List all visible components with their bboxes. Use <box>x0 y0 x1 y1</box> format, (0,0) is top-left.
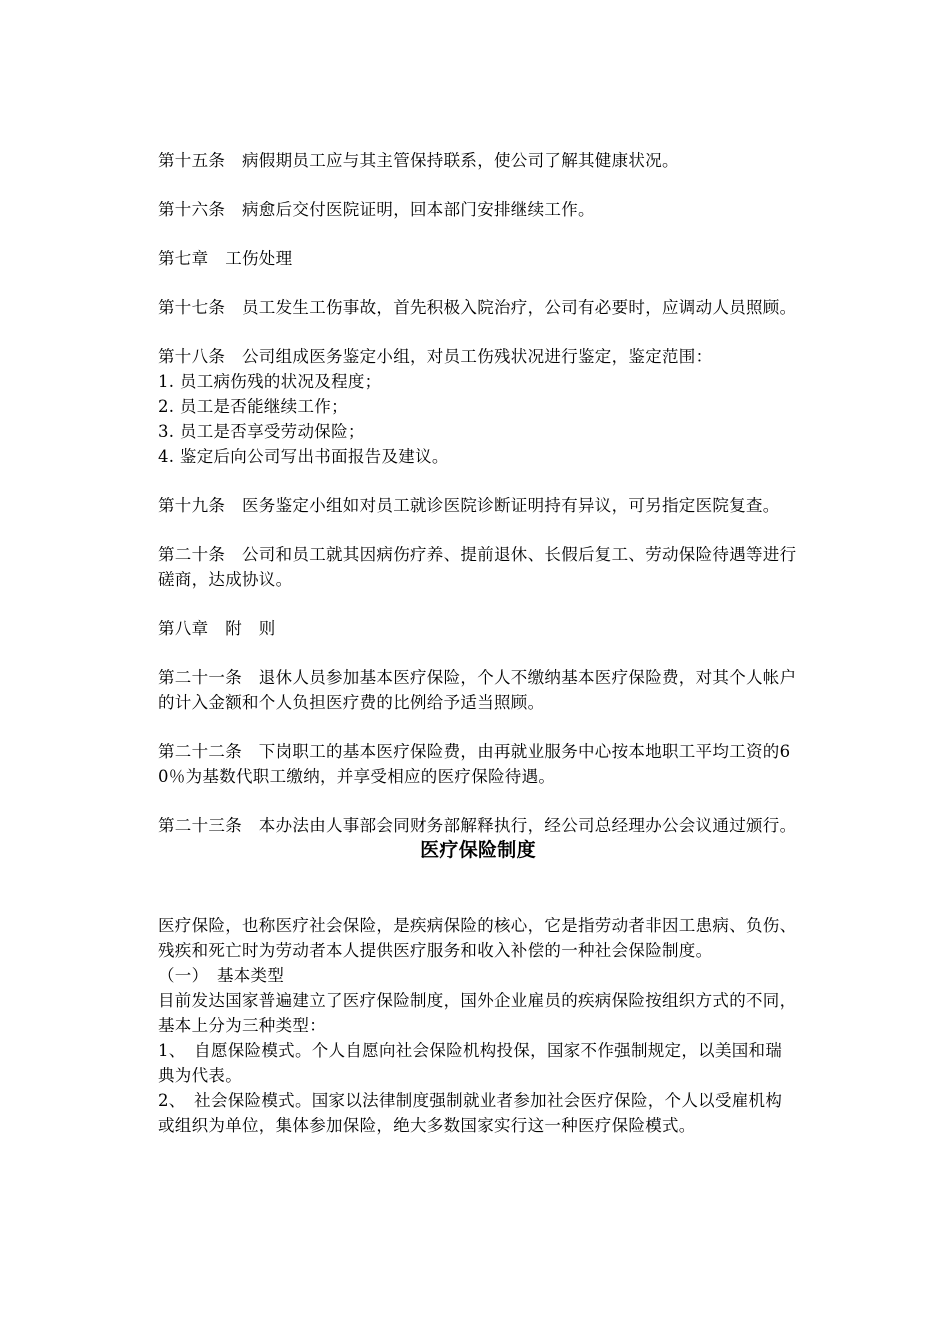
article-15: 第十五条 病假期员工应与其主管保持联系，使公司了解其健康状况。 <box>158 151 679 170</box>
article-23: 第二十三条 本办法由人事部会同财务部解释执行，经公司总经理办公会议通过颁行。 <box>158 816 797 835</box>
article-18-item: 3. 员工是否享受劳动保险； <box>158 422 365 441</box>
paragraph-gap <box>158 222 798 246</box>
chapter-8-heading: 第八章 附 则 <box>158 619 276 638</box>
section-title: 医疗保险制度 <box>420 839 536 861</box>
article-18-item: 4. 鉴定后向公司写出书面报告及建议。 <box>158 447 449 466</box>
subheading-basic-types: （一） 基本类型 <box>158 966 285 985</box>
document-body <box>158 148 798 1138</box>
article-21: 第二十一条 退休人员参加基本医疗保险，个人不缴纳基本医疗保险费，对其个人帐户的计入金额和个人负担医疗费的比例给予适当照顾。 <box>158 668 797 712</box>
paragraph-gap <box>158 789 798 813</box>
paragraph-gap <box>158 173 798 197</box>
article-20: 第二十条 公司和员工就其因病伤疗养、提前退休、长假后复工、劳动保险待遇等进行磋商，达成协议。 <box>158 545 797 589</box>
article-22: 第二十二条 下岗职工的基本医疗保险费，由再就业服务中心按本地职工平均工资的60％为基数代职工缴纳，并享受相应的医疗保险待遇。 <box>158 742 791 786</box>
chapter-7-heading: 第七章 工伤处理 <box>158 249 293 268</box>
paragraph-gap <box>158 320 798 344</box>
article-17: 第十七条 员工发生工伤事故，首先积极入院治疗，公司有必要时，应调动人员照顾。 <box>158 298 797 317</box>
article-18-item: 1. 员工病伤残的状况及程度； <box>158 372 382 391</box>
paragraph-gap <box>158 271 798 295</box>
article-18: 第十八条 公司组成医务鉴定小组，对员工伤残状况进行鉴定，鉴定范围： <box>158 347 713 366</box>
intro-paragraph: 医疗保险，也称医疗社会保险，是疾病保险的核心，它是指劳动者非因工患病、负伤、残疾和死亡时为劳动者本人提供医疗服务和收入补偿的一种社会保险制度。 <box>158 916 797 960</box>
list-item: 1、 自愿保险模式。个人自愿向社会保险机构投保，国家不作强制规定，以美国和瑞典为代表。 <box>158 1041 783 1085</box>
paragraph-gap <box>158 641 798 665</box>
title-gap <box>158 863 798 913</box>
paragraph-gap <box>158 518 798 542</box>
paragraph-gap <box>158 715 798 739</box>
article-19: 第十九条 医务鉴定小组如对员工就诊医院诊断证明持有异议，可另指定医院复查。 <box>158 496 780 515</box>
paragraph-gap <box>158 469 798 493</box>
paragraph-gap <box>158 592 798 616</box>
list-item: 2、 社会保险模式。国家以法律制度强制就业者参加社会医疗保险，个人以受雇机构或组织为单位，集体参加保险，绝大多数国家实行这一种医疗保险模式。 <box>158 1091 783 1135</box>
article-18-item: 2. 员工是否能继续工作； <box>158 397 348 416</box>
article-16: 第十六条 病愈后交付医院证明，回本部门安排继续工作。 <box>158 200 595 219</box>
basic-types-text: 目前发达国家普遍建立了医疗保险制度，国外企业雇员的疾病保险按组织方式的不同，基本上分为三种类型： <box>158 991 797 1035</box>
